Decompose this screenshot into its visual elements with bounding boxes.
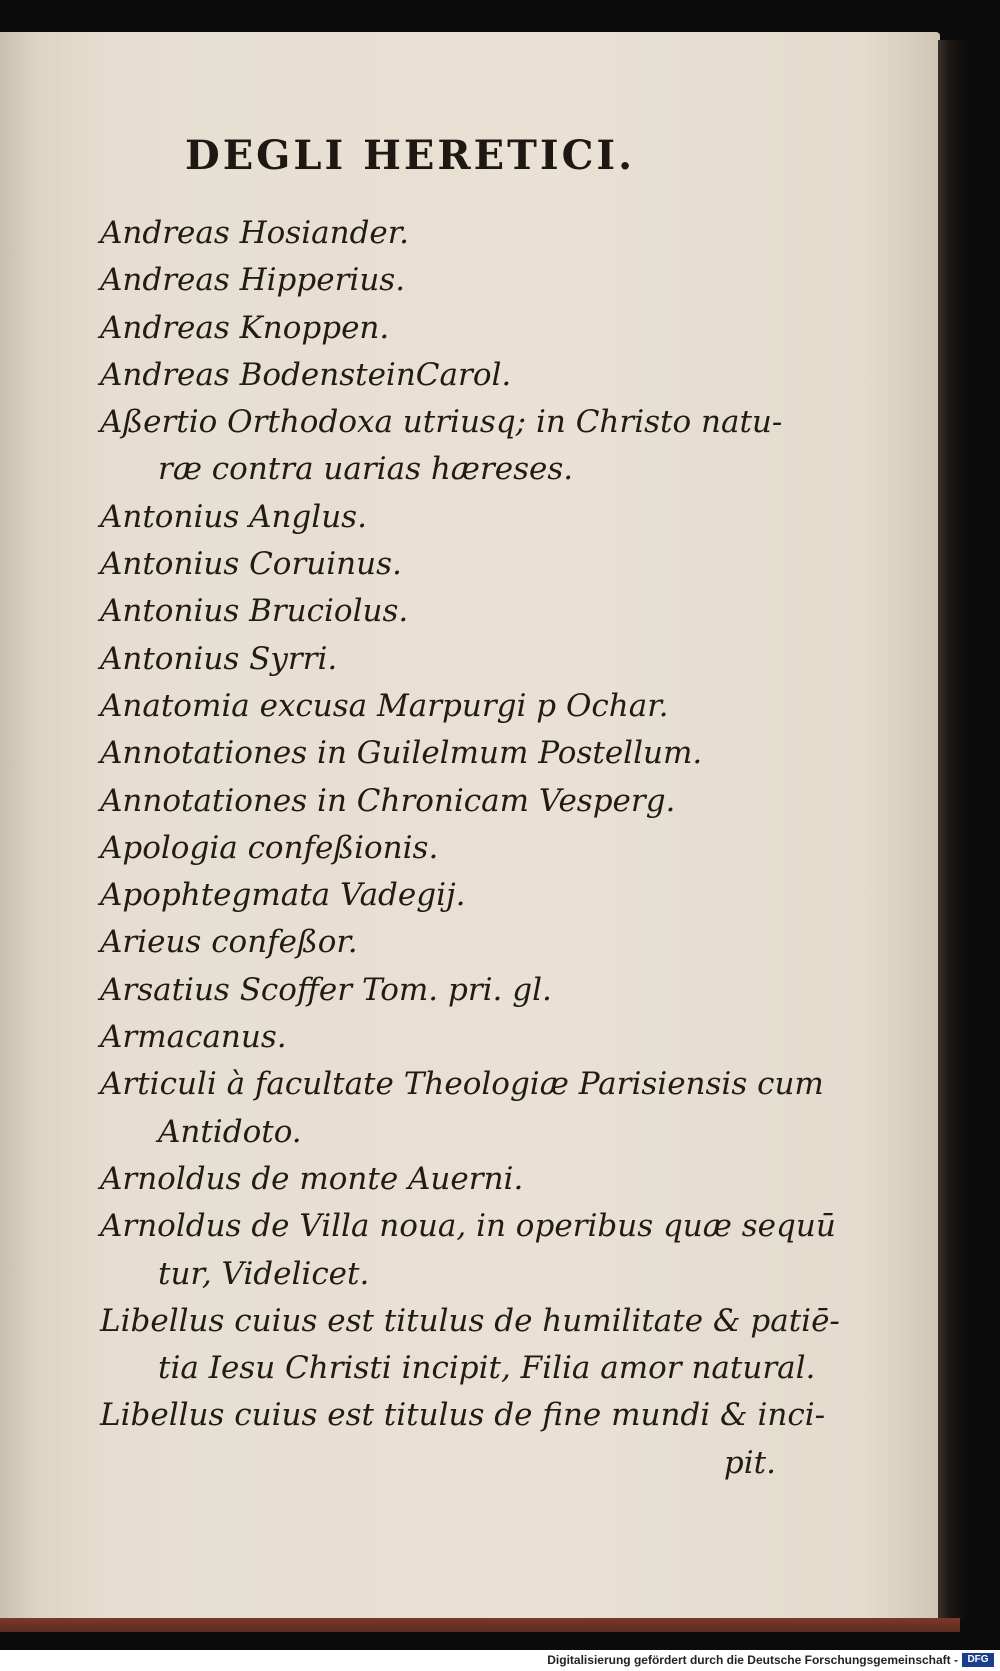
entry-line: Apologia confeßionis. xyxy=(100,829,439,866)
entry-line: Annotationes in Guilelmum Postellum. xyxy=(100,735,703,772)
entry-line: Antonius Bruciolus. xyxy=(100,593,409,630)
entry-line: Arnoldus de Villa noua, in operibus quæ sequū xyxy=(100,1208,836,1245)
entry-line: Antidoto. xyxy=(158,1113,302,1150)
entry-line: Antonius Syrri. xyxy=(100,640,338,677)
entry-line: tia Iesu Christi incipit, Filia amor natural. xyxy=(158,1350,816,1387)
book-binding xyxy=(0,1618,960,1632)
entry-line: Andreas Knoppen. xyxy=(100,309,390,346)
entry-line: Armacanus. xyxy=(100,1019,287,1056)
entry-line: Antonius Anglus. xyxy=(100,498,367,535)
entry-line: Andreas BodensteinCarol. xyxy=(100,356,512,393)
entry-line: Andreas Hipperius. xyxy=(100,262,406,299)
entry-line: Antonius Coruinus. xyxy=(100,546,402,583)
entry-line: tur, Videlicet. xyxy=(158,1255,370,1292)
entry-line: Andreas Hosiander. xyxy=(100,215,410,251)
entry-list xyxy=(100,210,840,1487)
entry-line: ræ contra uarias hæreses. xyxy=(158,451,574,488)
entry-line: Annotationes in Chronicam Vesperg. xyxy=(100,782,676,819)
entry-line: Libellus cuius est titulus de fine mundi & inci- xyxy=(100,1397,826,1434)
page-heading: DEGLI HERETICI. xyxy=(185,132,636,179)
entry-line: Anatomia excusa Marpurgi p Ochar. xyxy=(100,687,669,724)
funding-notice: Digitalisierung gefördert durch die Deutsche Forschungsgemeinschaft - xyxy=(547,1653,958,1667)
dfg-logo: DFG xyxy=(962,1653,994,1667)
entry-line: Aßertio Orthodoxa utriusq; in Christo natu- xyxy=(100,404,783,441)
page-edge xyxy=(938,40,968,1620)
entry-line: Arieus confeßor. xyxy=(100,924,358,961)
entry-line: Apophtegmata Vadegij. xyxy=(100,877,466,914)
funding-footer xyxy=(0,1650,1000,1671)
entry-line: Articuli à facultate Theologiæ Parisiensis cum xyxy=(100,1066,824,1103)
entry-line: Arsatius Scoffer Tom. pri. gl. xyxy=(100,971,552,1008)
entry-line: Libellus cuius est titulus de humilitate & patiē- xyxy=(100,1302,840,1339)
book-page xyxy=(0,32,940,1632)
entry-line: pit. xyxy=(723,1444,776,1481)
entry-line: Arnoldus de monte Auerni. xyxy=(100,1160,524,1197)
